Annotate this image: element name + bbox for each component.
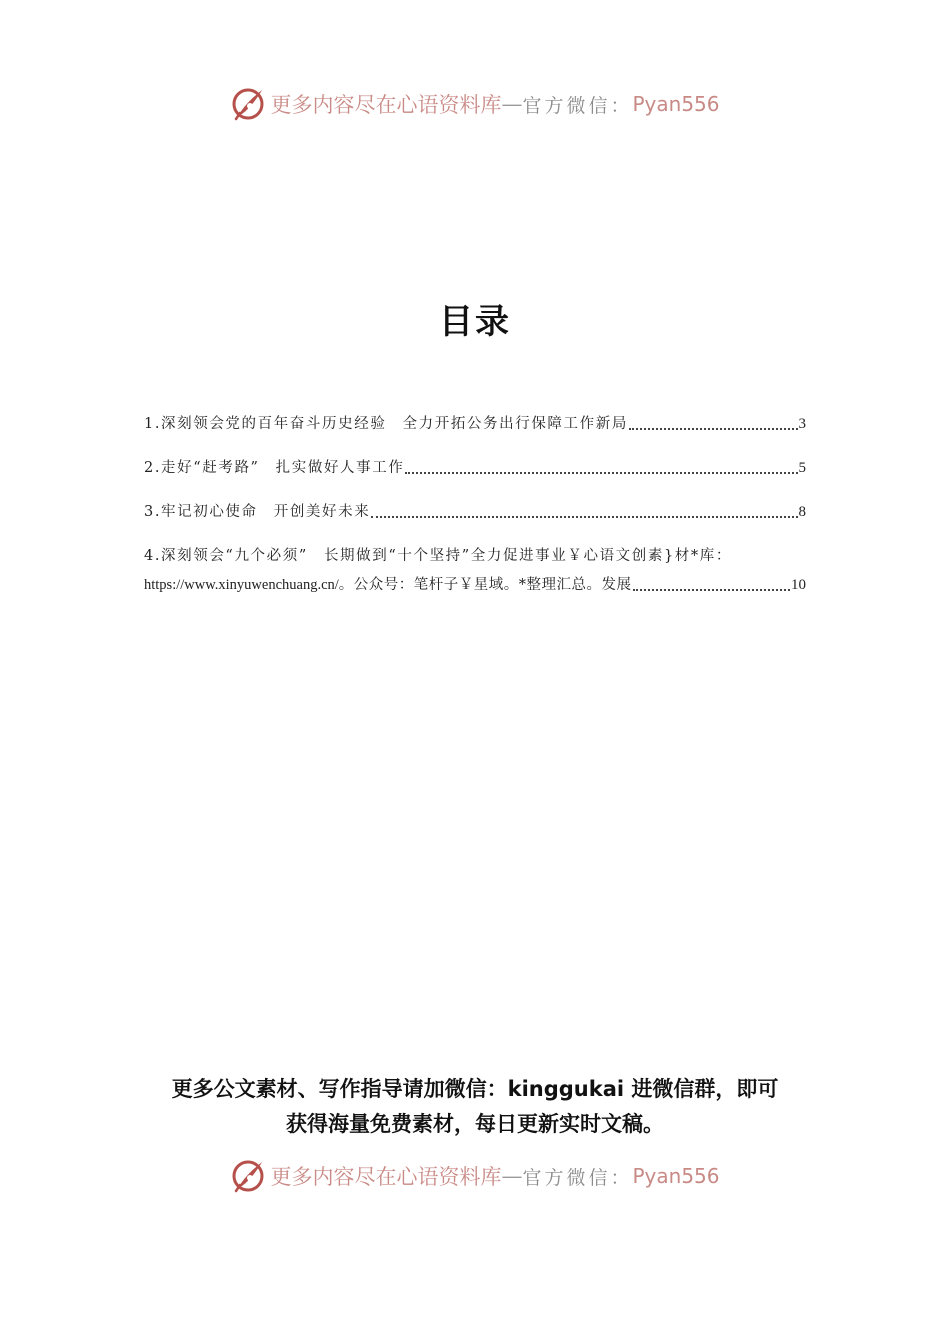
toc-dot-leader (371, 516, 797, 518)
watermark-official-text: 官方微信： (522, 94, 633, 117)
promo-line-1: 更多公文素材、写作指导请加微信：kinggukai 进微信群，即可 (171, 1077, 779, 1101)
toc-item-label: 3.牢记初心使命 开创美好未来 (144, 504, 371, 520)
toc-item-page: 10 (791, 577, 806, 593)
watermark-separator: — (501, 92, 523, 116)
toc-item-label: 1.深刻领会党的百年奋斗历史经验 全力开拓公务出行保障工作新局 (144, 416, 628, 432)
watermark-wechat-id: Pyan556 (632, 92, 720, 116)
watermark-banner-bottom (0, 1156, 950, 1196)
toc-item-label-rest: 。公众号：笔杆子￥星域。*整理汇总。发展 (338, 577, 632, 593)
watermark-wechat-id: Pyan556 (632, 1164, 720, 1188)
toc-item-label: 2.走好“赶考路” 扎实做好人事工作 (144, 460, 405, 476)
toc-item-page: 8 (798, 504, 806, 520)
promo-text (0, 1072, 950, 1142)
watermark-separator: — (501, 1164, 523, 1188)
toc-item[interactable] (144, 456, 806, 480)
toc-item-url: https://www.xinyuwenchuang.cn/ (144, 577, 339, 593)
toc-item-line-1[interactable] (144, 544, 806, 568)
watermark-banner-top (0, 84, 950, 124)
quill-logo-icon (230, 1158, 266, 1194)
promo-line-2: 获得海量免费素材，每日更新实时文稿。 (286, 1112, 664, 1136)
toc-item[interactable] (144, 412, 806, 436)
watermark-official-text: 官方微信： (522, 1166, 633, 1189)
toc-dot-leader (629, 428, 798, 430)
toc-item-label-cont (144, 573, 632, 597)
toc-dot-leader (405, 472, 797, 474)
toc-item[interactable] (144, 500, 806, 524)
toc-dot-leader (633, 589, 790, 591)
toc-item-line-2[interactable] (144, 573, 806, 597)
page-title: 目录 (439, 302, 511, 342)
toc-item-label: 4.深刻领会“九个必须” 长期做到“十个坚持”全力促进事业￥心语文创素}材*库： (144, 548, 732, 564)
watermark-brand-text: 更多内容尽在心语资料库 (270, 1165, 502, 1189)
quill-logo-icon (230, 86, 266, 122)
toc-item-page: 3 (798, 416, 806, 432)
toc-item-page: 5 (798, 460, 806, 476)
watermark-brand-text: 更多内容尽在心语资料库 (270, 93, 502, 117)
